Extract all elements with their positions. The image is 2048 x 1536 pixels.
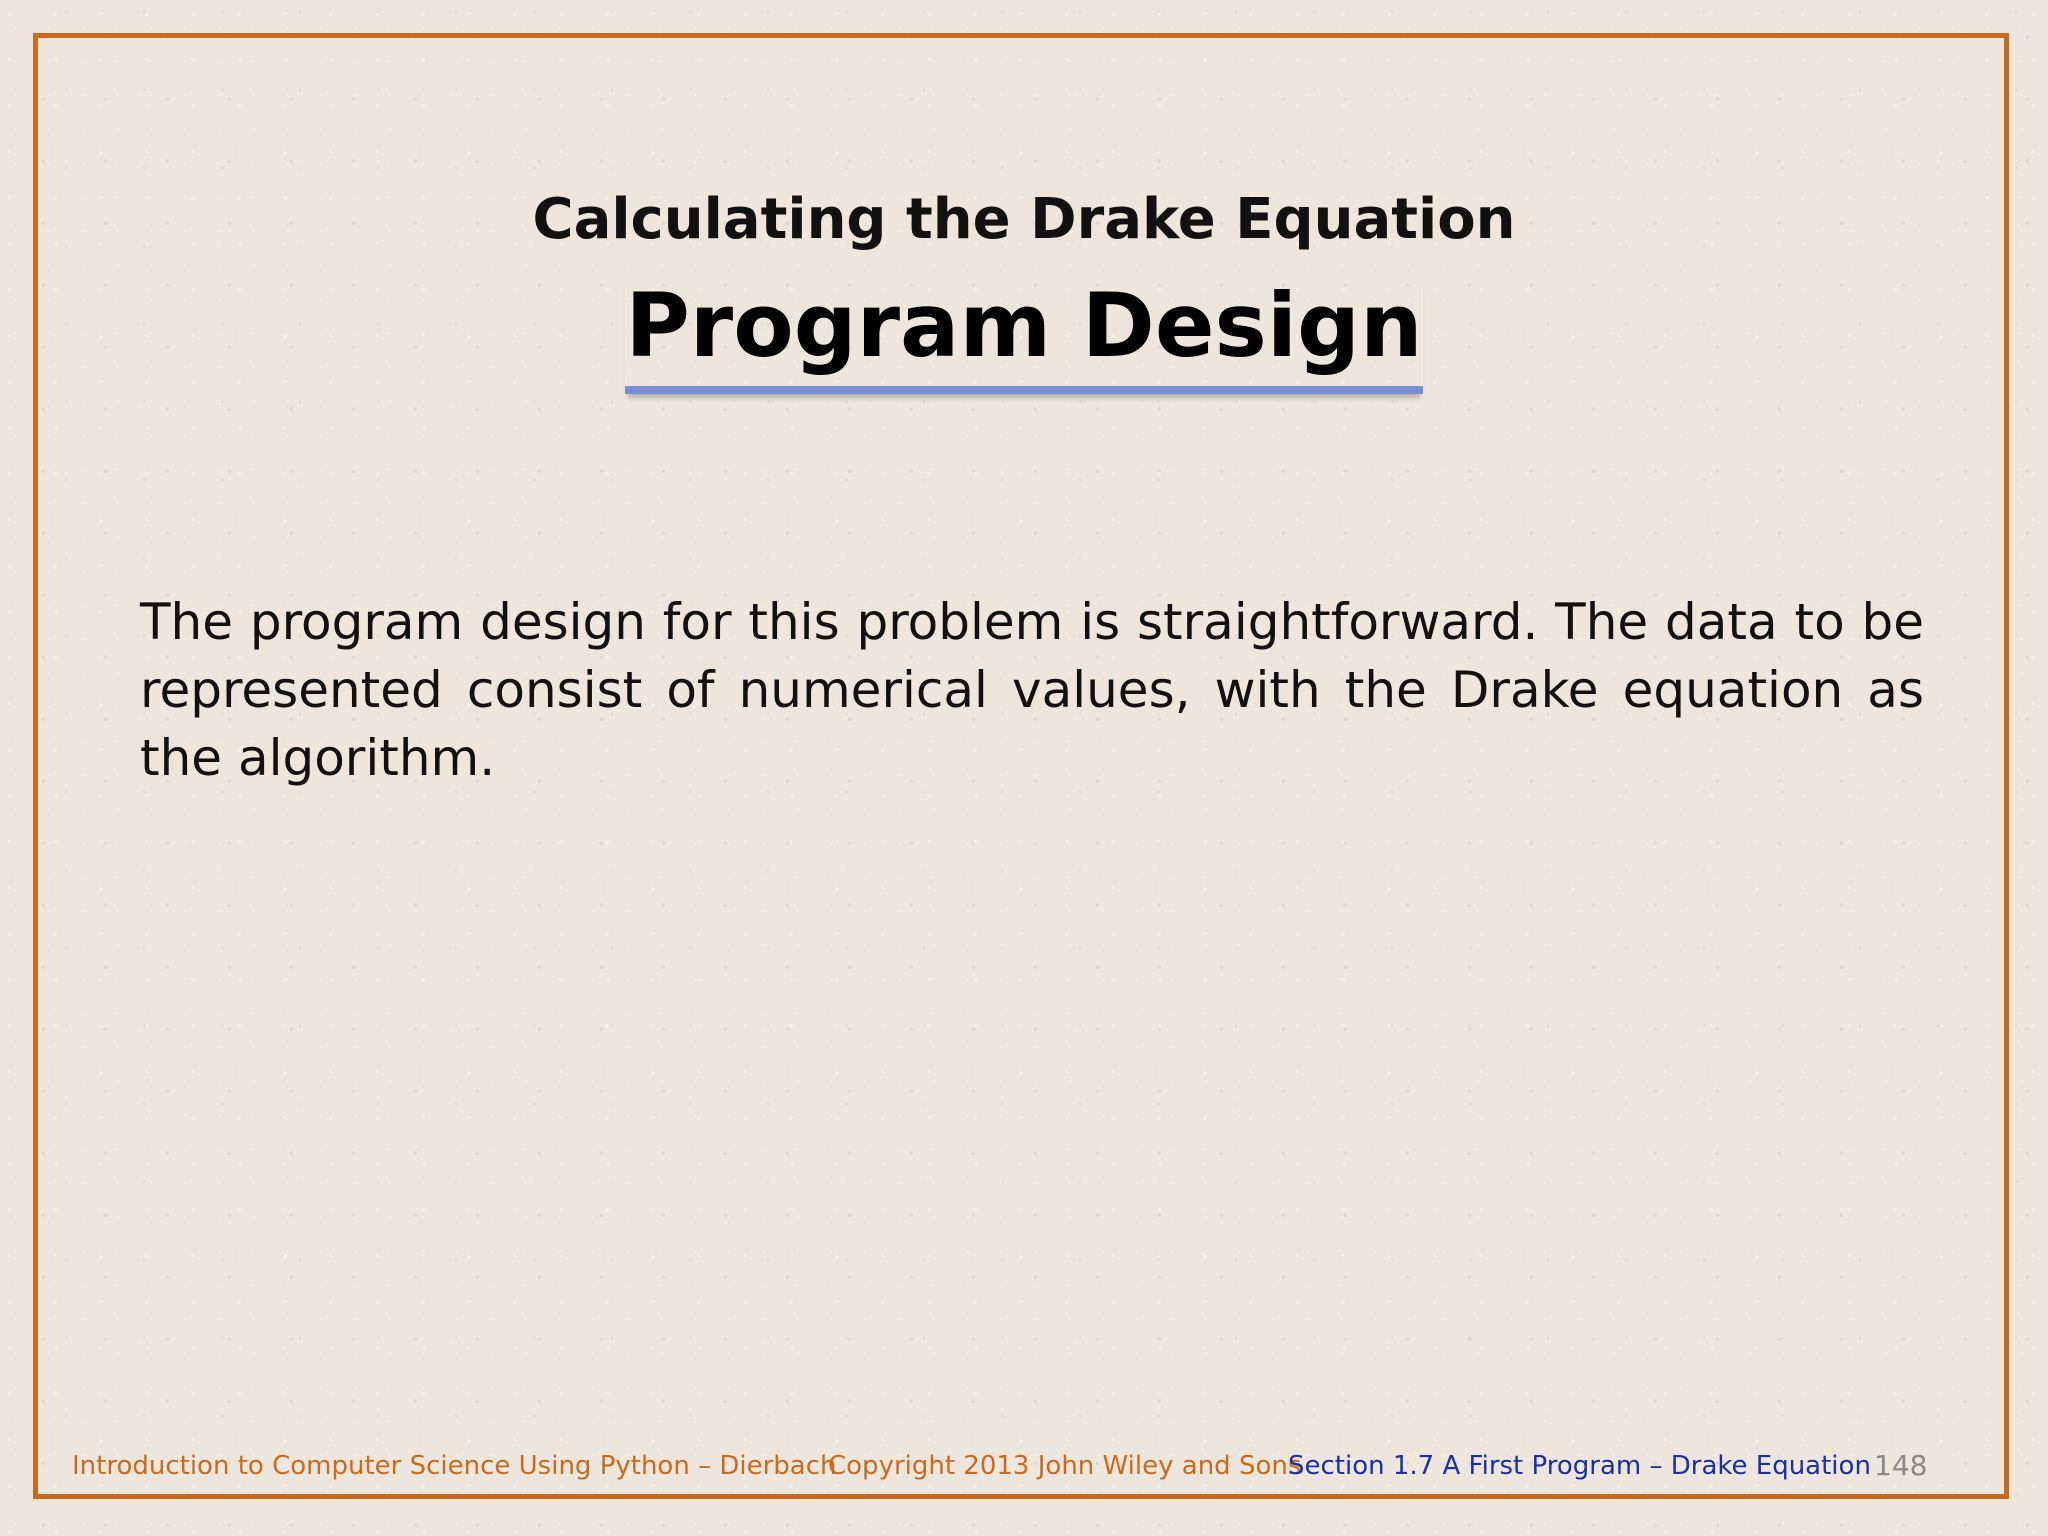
footer-section: Section 1.7 A First Program – Drake Equation (1288, 1451, 1871, 1481)
body-paragraph: The program design for this problem is straightforward. The data to be represented consist of numerical values, with the Drake equation as the algorithm. (140, 593, 1924, 787)
slide-footer (72, 1448, 1932, 1488)
slide-title: Program Design (625, 276, 1422, 394)
slide-subtitle: Calculating the Drake Equation (532, 187, 1516, 252)
page-number: 148 (1874, 1449, 1928, 1482)
footer-copyright: Copyright 2013 John Wiley and Sons (828, 1451, 1302, 1481)
title-container (0, 276, 2048, 394)
footer-book-title: Introduction to Computer Science Using Python – Dierbach (72, 1451, 837, 1481)
